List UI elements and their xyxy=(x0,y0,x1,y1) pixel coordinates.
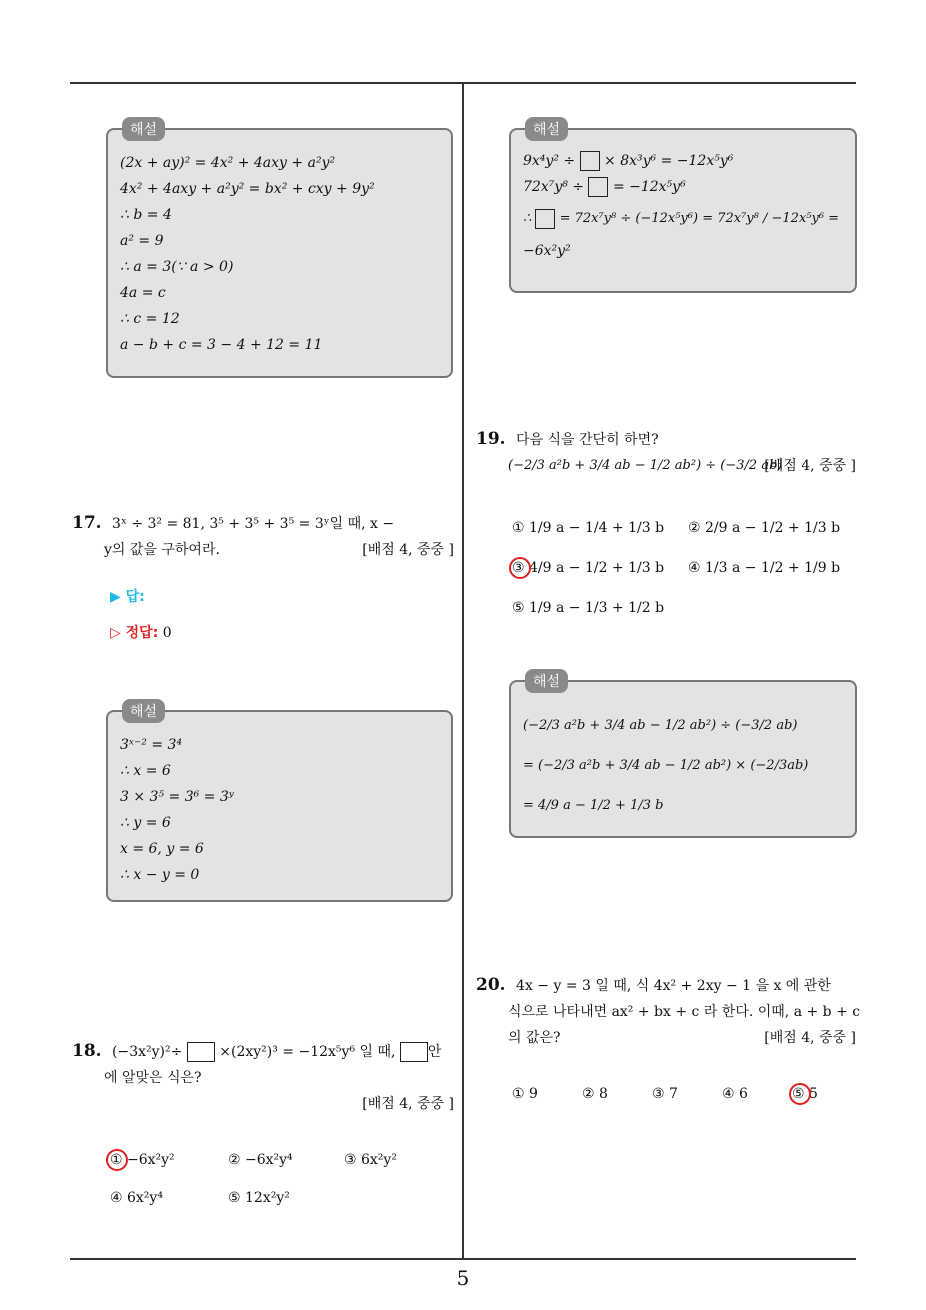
solution-line: 3ˣ⁻² = 3⁴ xyxy=(120,737,183,753)
option-4[interactable]: ④ 1/3 a − 1/2 + 1/9 b xyxy=(688,560,841,576)
question-number: 17. xyxy=(72,513,102,533)
solution-line: ∴ y = 6 xyxy=(120,815,171,831)
score-meta: [배점 4, 중중 ] xyxy=(362,1096,454,1112)
solution-line: ∴ a = 3(∵ a > 0) xyxy=(120,259,234,275)
solution-box-18 xyxy=(509,122,857,293)
option-2[interactable]: ② 2/9 a − 1/2 + 1/3 b xyxy=(688,520,841,536)
selected-answer-mark xyxy=(509,557,531,579)
solution-line: (2x + ay)² = 4x² + 4axy + a²y² xyxy=(120,155,336,171)
question-text: 안 xyxy=(427,1044,442,1060)
solution-line: ∴ c = 12 xyxy=(120,311,180,327)
solution-line xyxy=(523,200,845,238)
question-text: 식으로 나타내면 ax² + bx + c 라 한다. 이때, a + b + c xyxy=(508,1004,861,1020)
question-expression: (−2/3 a²b + 3/4 ab − 1/2 ab²) ÷ (−3/2 ab) xyxy=(508,458,783,473)
option-5[interactable]: ⑤ 5 xyxy=(792,1086,818,1102)
solution-line xyxy=(523,148,845,174)
question-text: 의 값은? xyxy=(508,1030,561,1046)
blank-box xyxy=(187,1042,215,1062)
solution-line: 4x² + 4axy + a²y² = bx² + cxy + 9y² xyxy=(120,181,375,197)
bottom-rule xyxy=(70,1258,856,1260)
solution-box-16 xyxy=(106,122,453,378)
option-5[interactable]: ⑤ 1/9 a − 1/3 + 1/2 b xyxy=(512,600,665,616)
question-text: 4x − y = 3 일 때, 식 4x² + 2xy − 1 을 x 에 관한 xyxy=(516,978,831,994)
question-number: 18. xyxy=(72,1041,102,1061)
question-number: 19. xyxy=(476,429,506,449)
option-2[interactable]: ② −6x²y⁴ xyxy=(228,1152,293,1168)
solution-tab: 해설 xyxy=(122,699,165,723)
correct-answer xyxy=(110,622,172,642)
solution-line: a − b + c = 3 − 4 + 12 = 11 xyxy=(120,337,323,353)
solution-line: = (−2/3 a²b + 3/4 ab − 1/2 ab²) × (−2/3ab) xyxy=(523,758,809,773)
question-text: (−3x²y)²÷ xyxy=(112,1044,183,1060)
solution-line: ∴ x = 6 xyxy=(120,763,171,779)
solution-tab: 해설 xyxy=(525,669,568,693)
correct-value: 0 xyxy=(162,625,172,641)
solution-line: ∴ x − y = 0 xyxy=(120,867,200,883)
solution-line: −6x²y² xyxy=(523,243,571,259)
solution-line: a² = 9 xyxy=(120,233,164,249)
option-3[interactable]: ③ 6x²y² xyxy=(344,1152,397,1168)
question-18 xyxy=(72,1038,454,1117)
solution-tab: 해설 xyxy=(525,117,568,141)
option-1[interactable]: ① 9 xyxy=(512,1086,538,1102)
score-meta: [배점 4, 중중 ] xyxy=(362,542,454,558)
solution-text: 9x⁴y² ÷ xyxy=(523,153,576,169)
question-text: ×(2xy²)³ = −12x⁵y⁶ 일 때, xyxy=(219,1044,396,1060)
score-meta: [배점 4, 중중 ] xyxy=(764,1030,856,1046)
option-1[interactable]: ① 1/9 a − 1/4 + 1/3 b xyxy=(512,520,665,536)
solution-line: = 4/9 a − 1/2 + 1/3 b xyxy=(523,798,664,813)
question-19 xyxy=(476,426,856,479)
question-text: 에 알맞은 식은? xyxy=(104,1070,202,1086)
solution-box-17 xyxy=(106,704,453,902)
blank-box xyxy=(400,1042,428,1062)
question-text: 다음 식을 간단히 하면? xyxy=(516,432,659,448)
solution-text: × 8x³y⁶ = −12x⁵y⁶ xyxy=(604,153,734,169)
solution-line: 4a = c xyxy=(120,285,166,301)
option-1[interactable]: ① −6x²y² xyxy=(110,1152,175,1168)
question-20 xyxy=(476,972,860,1051)
blank-box xyxy=(588,177,608,197)
solution-text: = −12x⁵y⁶ xyxy=(612,179,686,195)
column-divider xyxy=(462,83,464,1258)
option-5[interactable]: ⑤ 12x²y² xyxy=(228,1190,290,1206)
question-text: 3ˣ ÷ 3² = 81, 3⁵ + 3⁵ + 3⁵ = 3ʸ일 때, x − xyxy=(112,516,395,532)
question-17 xyxy=(72,510,454,563)
option-4[interactable]: ④ 6x²y⁴ xyxy=(110,1190,163,1206)
question-text: y의 값을 구하여라. xyxy=(104,542,220,558)
solution-line: x = 6, y = 6 xyxy=(120,841,204,857)
solution-text: ∴ xyxy=(523,211,532,226)
solution-line: (−2/3 a²b + 3/4 ab − 1/2 ab²) ÷ (−3/2 ab) xyxy=(523,718,798,733)
selected-answer-mark xyxy=(789,1083,811,1105)
selected-answer-mark xyxy=(106,1149,128,1171)
option-4[interactable]: ④ 6 xyxy=(722,1086,748,1102)
answer-label: ▶ 답: xyxy=(110,589,145,605)
solution-line: 3 × 3⁵ = 3⁶ = 3ʸ xyxy=(120,789,234,805)
score-meta: [배점 4, 중중 ] xyxy=(764,458,856,474)
page-number: 5 xyxy=(456,1266,470,1290)
solution-box-19 xyxy=(509,674,857,838)
question-number: 20. xyxy=(476,975,506,995)
option-2[interactable]: ② 8 xyxy=(582,1086,608,1102)
option-3[interactable]: ③ 4/9 a − 1/2 + 1/3 b xyxy=(512,560,665,576)
solution-text: 72x⁷y⁸ ÷ xyxy=(523,179,585,195)
correct-label: ▷ 정답: xyxy=(110,625,159,641)
solution-text: = 72x⁷y⁸ ÷ (−12x⁵y⁶) = 72x⁷y⁸ / −12x⁵y⁶ = xyxy=(559,211,840,226)
solution-line xyxy=(523,174,845,200)
blank-box xyxy=(580,151,600,171)
blank-box xyxy=(535,209,555,229)
solution-line: ∴ b = 4 xyxy=(120,207,172,223)
option-3[interactable]: ③ 7 xyxy=(652,1086,678,1102)
solution-tab: 해설 xyxy=(122,117,165,141)
